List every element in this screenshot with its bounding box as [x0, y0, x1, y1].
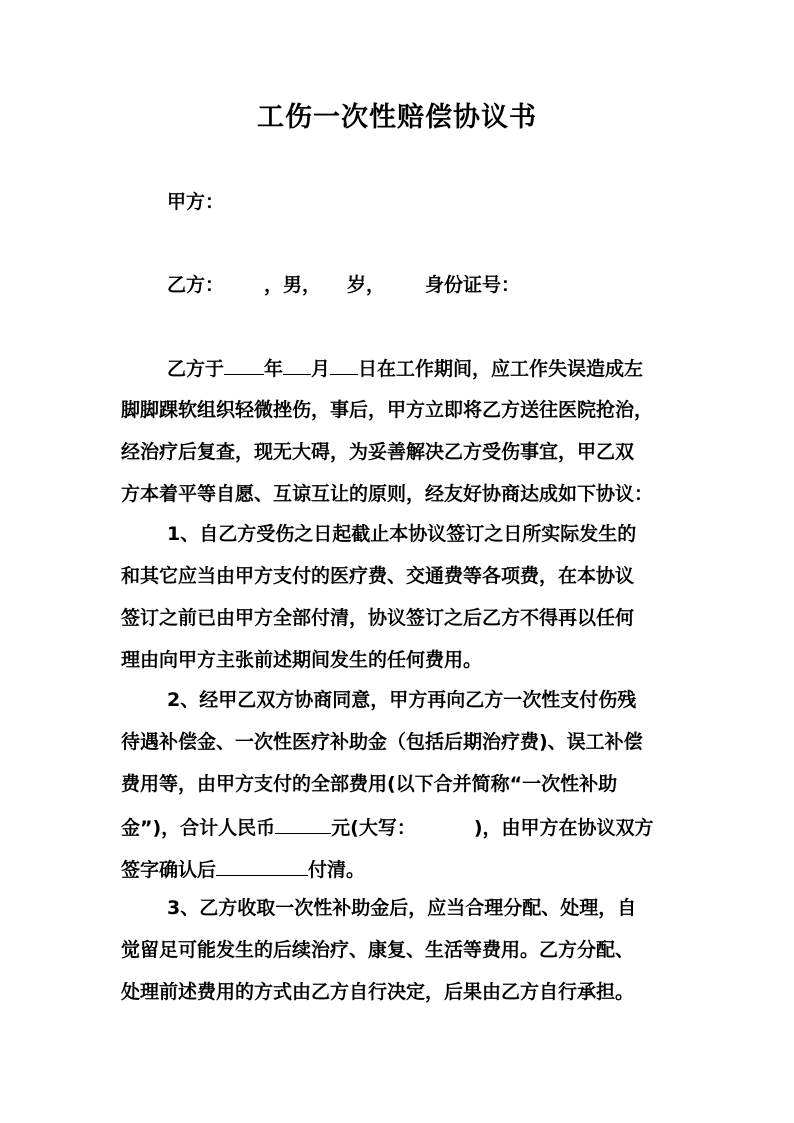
clause1-line-2: 和其它应当由甲方支付的医疗费、交通费等各项费，在本协议	[121, 565, 635, 587]
clause1-line-3: 签订之前已由甲方全部付清，协议签订之后乙方不得再以任何	[121, 607, 635, 629]
clause3-line-2: 觉留足可能发生的后续治疗、康复、生活等费用。乙方分配、	[121, 939, 635, 961]
clause2-line-2: 待遇补偿金、一次性医疗补助金（包括后期治疗费)、误工补偿	[121, 731, 643, 753]
document-title: 工伤一次性赔偿协议书	[257, 102, 537, 133]
party-b-id-label: 身份证号：	[425, 274, 521, 296]
clause2-line-1: 2、经甲乙双方协商同意，甲方再向乙方一次性支付伤残	[167, 689, 637, 711]
clause1-line-1: 1、自乙方受伤之日起截止本协议签订之日所实际发生的	[167, 523, 637, 545]
amount-label: 金”)，合计人民币	[121, 817, 276, 839]
intro-line-2: 脚脚踝软组织轻微挫伤，事后，甲方立即将乙方送往医院抢治，	[121, 399, 654, 421]
party-a-line: 甲方：	[167, 191, 225, 213]
intro-year: 年	[264, 358, 284, 380]
party-b-label: 乙方：	[167, 274, 225, 296]
party-b-line	[167, 270, 520, 300]
intro-line-1	[167, 352, 643, 384]
sign-blank	[216, 853, 308, 876]
payment-text: 付清。	[308, 859, 366, 881]
amount-blank	[275, 811, 331, 834]
clause1-line-4: 理由向甲方主张前述期间发生的任何费用。	[121, 649, 483, 671]
intro-line-4: 方本着平等自愿、互谅互让的原则，经友好协商达成如下协议：	[121, 483, 654, 505]
year-blank	[224, 352, 264, 375]
clause2-line-3: 费用等，由甲方支付的全部费用(以下合并简称“一次性补助	[121, 773, 618, 795]
clause2-line-5	[121, 853, 365, 885]
amount-words-label: 元(大写：	[331, 817, 416, 839]
party-b-gender: ，男，	[264, 274, 322, 296]
clause3-line-3: 处理前述费用的方式由乙方自行决定，后果由乙方自行承担。	[121, 981, 635, 1003]
intro-month: 月	[311, 358, 331, 380]
clause3-line-1: 3、乙方收取一次性补助金后，应当合理分配、处理，自	[167, 897, 637, 919]
sign-text: 签字确认后	[121, 859, 217, 881]
clause2-line-4	[121, 811, 654, 843]
month-blank	[283, 352, 311, 375]
intro-line-3: 经治疗后复查，现无大碍，为妥善解决乙方受伤事宜，甲乙双	[121, 441, 635, 463]
intro-text: 日在工作期间，应工作失误造成左	[358, 358, 644, 380]
clause2-text: )，由甲方在协议双方	[473, 817, 654, 839]
day-blank	[330, 352, 358, 375]
intro-text: 乙方于	[167, 358, 225, 380]
party-b-age: 岁，	[347, 274, 386, 296]
